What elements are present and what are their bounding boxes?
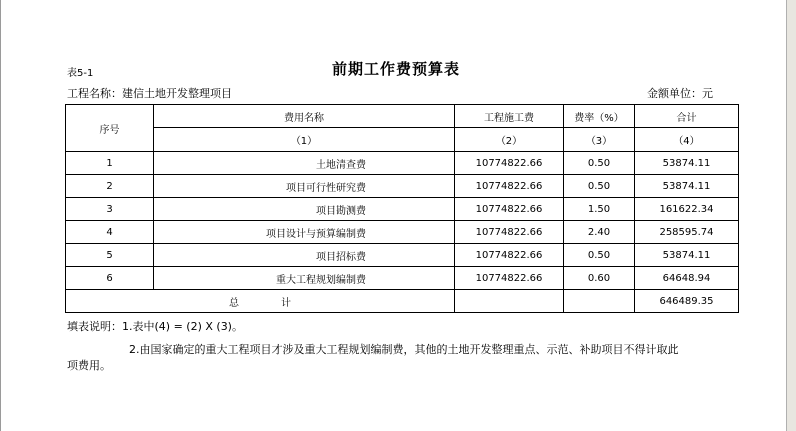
header-sum[interactable]: 合计: [635, 105, 739, 128]
cell-rate[interactable]: 0.50: [564, 175, 635, 198]
cell-cost[interactable]: 10774822.66: [455, 152, 564, 175]
cell-cost[interactable]: 10774822.66: [455, 267, 564, 290]
currency-unit: 金额单位：元: [647, 87, 713, 100]
cell-name[interactable]: 项目勘测费: [154, 198, 455, 221]
total-value[interactable]: 646489.35: [635, 290, 739, 313]
subheader-name[interactable]: （1）: [154, 128, 455, 152]
cell-seq[interactable]: 1: [66, 152, 154, 175]
table-row: [66, 221, 739, 244]
project-name: 工程名称：建信土地开发整理项目: [67, 87, 232, 100]
note-line-2: 2.由国家确定的重大工程项目才涉及重大工程规划编制费，其他的土地开发整理重点、示范、补助项目不得计取此: [129, 343, 679, 356]
cell-total[interactable]: 53874.11: [635, 175, 739, 198]
cell-rate[interactable]: 0.50: [564, 152, 635, 175]
total-label-b: 计: [281, 297, 291, 309]
cell-rate[interactable]: 0.60: [564, 267, 635, 290]
cell-cost[interactable]: 10774822.66: [455, 175, 564, 198]
budget-table: [65, 104, 739, 313]
cell-name[interactable]: 项目可行性研究费: [154, 175, 455, 198]
table-row: [66, 267, 739, 290]
header-rate[interactable]: 费率（%）: [564, 105, 635, 128]
total-label-a: 总: [229, 297, 239, 309]
header-name[interactable]: 费用名称: [154, 105, 455, 128]
note-line-3: 项费用。: [67, 359, 111, 372]
subheader-rate[interactable]: （3）: [564, 128, 635, 152]
cell-seq[interactable]: 4: [66, 221, 154, 244]
cell-total[interactable]: 258595.74: [635, 221, 739, 244]
table-number: 表5-1: [67, 68, 94, 79]
cell-name[interactable]: 项目设计与预算编制费: [154, 221, 455, 244]
cell-seq[interactable]: 2: [66, 175, 154, 198]
total-label[interactable]: [66, 290, 455, 313]
subheader-row: [66, 128, 739, 152]
cell-cost[interactable]: 10774822.66: [455, 198, 564, 221]
note-line-1: 填表说明：1.表中(4) = (2) X (3)。: [67, 320, 243, 333]
cell-total[interactable]: 161622.34: [635, 198, 739, 221]
cell-cost[interactable]: 10774822.66: [455, 221, 564, 244]
total-rate-empty[interactable]: [564, 290, 635, 313]
cell-name[interactable]: 重大工程规划编制费: [154, 267, 455, 290]
subheader-sum[interactable]: （4）: [635, 128, 739, 152]
cell-total[interactable]: 64648.94: [635, 267, 739, 290]
subheader-cost[interactable]: （2）: [455, 128, 564, 152]
table-row: [66, 175, 739, 198]
cell-cost[interactable]: 10774822.66: [455, 244, 564, 267]
cell-total[interactable]: 53874.11: [635, 152, 739, 175]
cell-rate[interactable]: 1.50: [564, 198, 635, 221]
cell-total[interactable]: 53874.11: [635, 244, 739, 267]
cell-name[interactable]: 土地清查费: [154, 152, 455, 175]
total-cost-empty[interactable]: [455, 290, 564, 313]
page-title: 前期工作费预算表: [331, 60, 460, 78]
cell-seq[interactable]: 3: [66, 198, 154, 221]
cell-seq[interactable]: 6: [66, 267, 154, 290]
header-row: [66, 105, 739, 128]
header-cost[interactable]: 工程施工费: [455, 105, 564, 128]
table-row: [66, 152, 739, 175]
total-row: [66, 290, 739, 313]
table-row: [66, 198, 739, 221]
header-seq[interactable]: 序号: [66, 105, 154, 152]
cell-name[interactable]: 项目招标费: [154, 244, 455, 267]
vertical-scrollbar[interactable]: [786, 0, 796, 431]
table-row: [66, 244, 739, 267]
cell-seq[interactable]: 5: [66, 244, 154, 267]
cell-rate[interactable]: 0.50: [564, 244, 635, 267]
cell-rate[interactable]: 2.40: [564, 221, 635, 244]
